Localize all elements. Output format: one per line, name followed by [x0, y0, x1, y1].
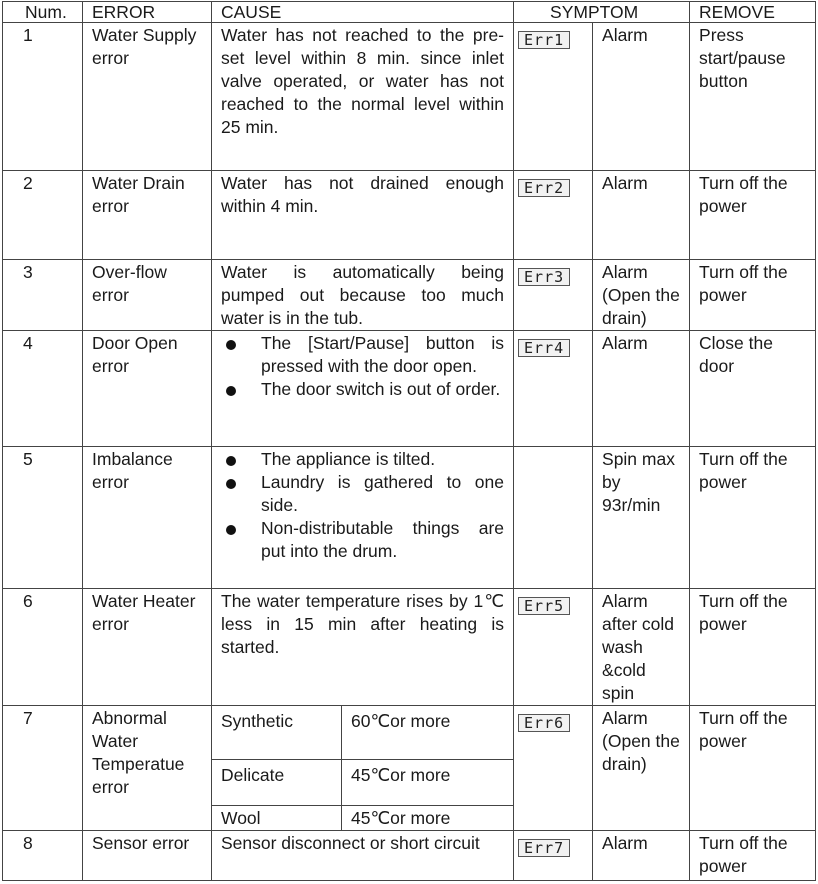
- row-cause: [212, 447, 514, 589]
- header-symptom: SYMPTOM: [514, 2, 690, 23]
- list-item: The [Start/Pause] button is pressed with the door open.: [221, 332, 504, 378]
- header-num: Num.: [3, 2, 83, 23]
- cause-bullet-list: [221, 448, 504, 563]
- header-cause: CAUSE: [212, 2, 514, 23]
- cause-bullet-list: [221, 332, 504, 401]
- row-error: Over-flow error: [83, 260, 212, 331]
- row-num: 2: [3, 171, 83, 260]
- sub-temperature: 60℃or more: [342, 706, 514, 760]
- row-cause: Water has not reached to the pre-set level within 8 min. since inlet valve operated, or water has not reached to the normal level within 25 min.: [212, 23, 514, 171]
- row-num: 1: [3, 23, 83, 171]
- list-item: Non-distributable things are put into the drum.: [221, 517, 504, 563]
- row-remove: Press start/pause button: [690, 23, 816, 171]
- table-row: [3, 706, 816, 760]
- header-error: ERROR: [83, 2, 212, 23]
- row-cause: Water is automatically being pumped out because too much water is in the tub.: [212, 260, 514, 331]
- table-row: [3, 23, 816, 171]
- error-code-display: Err1: [518, 31, 570, 49]
- row-error: Imbalance error: [83, 447, 212, 589]
- row-remove: Turn off the power: [690, 589, 816, 706]
- header-remove: REMOVE: [690, 2, 816, 23]
- row-error: Abnormal Water Temperatue error: [83, 706, 212, 831]
- row-code-empty: [514, 447, 593, 589]
- row-symptom: Alarm after cold wash &cold spin: [593, 589, 690, 706]
- error-code-table: [2, 1, 816, 881]
- row-symptom: Alarm: [593, 331, 690, 447]
- row-remove: Turn off the power: [690, 831, 816, 881]
- row-num: 5: [3, 447, 83, 589]
- row-remove: Close the door: [690, 331, 816, 447]
- sub-program: Wool: [212, 806, 342, 831]
- row-cause: Water has not drained enough within 4 min.: [212, 171, 514, 260]
- list-item: The appliance is tilted.: [221, 448, 504, 471]
- list-item: Laundry is gathered to one side.: [221, 471, 504, 517]
- row-symptom: Alarm: [593, 831, 690, 881]
- row-error: Water Heater error: [83, 589, 212, 706]
- error-code-display: Err7: [518, 839, 570, 857]
- row-num: 3: [3, 260, 83, 331]
- row-symptom: Alarm: [593, 23, 690, 171]
- row-remove: Turn off the power: [690, 260, 816, 331]
- table-row: [3, 831, 816, 881]
- error-code-display: Err5: [518, 597, 570, 615]
- row-num: 4: [3, 331, 83, 447]
- row-remove: Turn off the power: [690, 706, 816, 831]
- row-error: Water Drain error: [83, 171, 212, 260]
- row-symptom: Alarm (Open the drain): [593, 260, 690, 331]
- row-num: 6: [3, 589, 83, 706]
- row-cause: The water temperature rises by 1℃ less in 15 min after heating is started.: [212, 589, 514, 706]
- row-symptom: Spin max by 93r/min: [593, 447, 690, 589]
- table-row: [3, 331, 816, 447]
- row-symptom: Alarm (Open the drain): [593, 706, 690, 831]
- row-remove: Turn off the power: [690, 171, 816, 260]
- sub-temperature: 45℃or more: [342, 806, 514, 831]
- row-symptom: Alarm: [593, 171, 690, 260]
- table-row: [3, 447, 816, 589]
- row-cause: [212, 331, 514, 447]
- sub-program: Synthetic: [212, 706, 342, 760]
- row-num: 7: [3, 706, 83, 831]
- row-cause: Sensor disconnect or short circuit: [212, 831, 514, 881]
- bullet-icon: [226, 525, 236, 535]
- header-row: [3, 2, 816, 23]
- table-row: [3, 260, 816, 331]
- row-remove: Turn off the power: [690, 447, 816, 589]
- bullet-icon: [226, 456, 236, 466]
- error-code-display: Err3: [518, 268, 570, 286]
- bullet-icon: [226, 340, 236, 350]
- sub-temperature: 45℃or more: [342, 760, 514, 806]
- bullet-icon: [226, 386, 236, 396]
- list-item: The door switch is out of order.: [221, 378, 504, 401]
- bullet-icon: [226, 479, 236, 489]
- table-row: [3, 589, 816, 706]
- error-code-display: Err2: [518, 179, 570, 197]
- error-code-display: Err6: [518, 714, 570, 732]
- table-row: [3, 171, 816, 260]
- sub-program: Delicate: [212, 760, 342, 806]
- row-error: Water Supply error: [83, 23, 212, 171]
- row-num: 8: [3, 831, 83, 881]
- error-code-display: Err4: [518, 339, 570, 357]
- row-error: Door Open error: [83, 331, 212, 447]
- row-error: Sensor error: [83, 831, 212, 881]
